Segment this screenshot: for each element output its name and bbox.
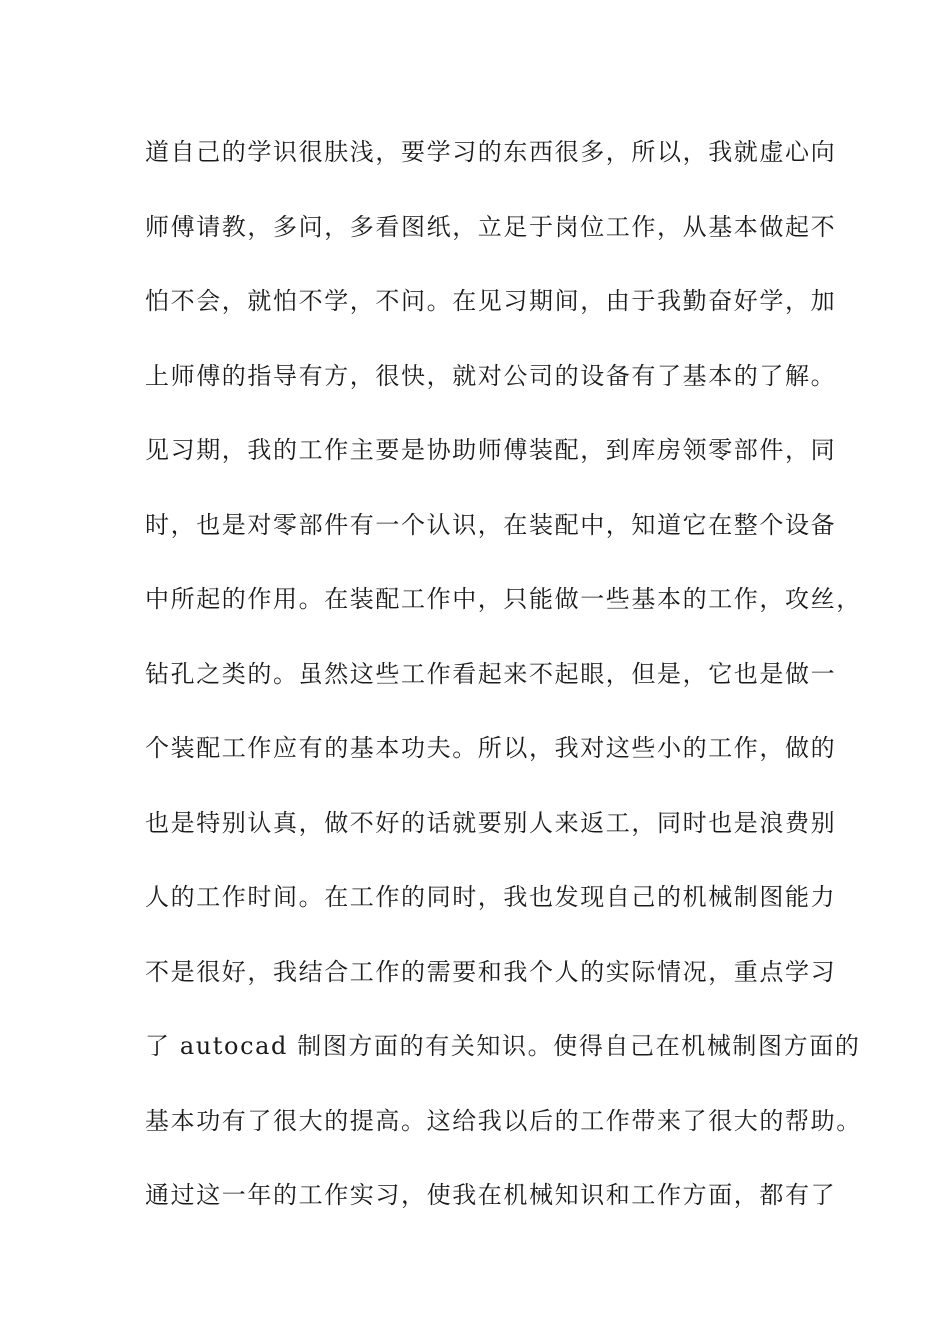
text-line: 上师傅的指导有方，很快，就对公司的设备有了基本的了解。: [145, 361, 837, 390]
text-line: 道自己的学识很肤浅，要学习的东西很多，所以，我就虚心向: [145, 138, 837, 166]
text-line: 人的工作时间。在工作的同时，我也发现自己的机械制图能力: [145, 883, 837, 911]
text-line: 见习期，我的工作主要是协助师傅装配，到库房领零部件，同: [145, 436, 837, 464]
text-line: 怕不会，就怕不学，不问。在见习期间，由于我勤奋好学，加: [145, 287, 837, 315]
text-line: 基本功有了很大的提高。这给我以后的工作带来了很大的帮助。: [145, 1106, 862, 1135]
body-text: [145, 134, 862, 1252]
text-line: 个装配工作应有的基本功夫。所以，我对这些小的工作，做的: [145, 734, 837, 762]
text-line: 也是特别认真，做不好的话就要别人来返工，同时也是浪费别: [145, 808, 837, 837]
text-line: 了 autocad 制图方面的有关知识。使得自己在机械制图方面的: [145, 1032, 861, 1060]
text-line: 通过这一年的工作实习，使我在机械知识和工作方面，都有了: [145, 1181, 837, 1209]
text-line: 不是很好，我结合工作的需要和我个人的实际情况，重点学习: [145, 957, 837, 986]
text-line: 师傅请教，多问，多看图纸，立足于岗位工作，从基本做起不: [145, 212, 837, 241]
text-line: 钻孔之类的。虽然这些工作看起来不起眼，但是，它也是做一: [145, 659, 837, 688]
text-line: 中所起的作用。在装配工作中，只能做一些基本的工作，攻丝，: [145, 585, 862, 613]
text-line: 时，也是对零部件有一个认识，在装配中，知道它在整个设备: [145, 510, 837, 539]
